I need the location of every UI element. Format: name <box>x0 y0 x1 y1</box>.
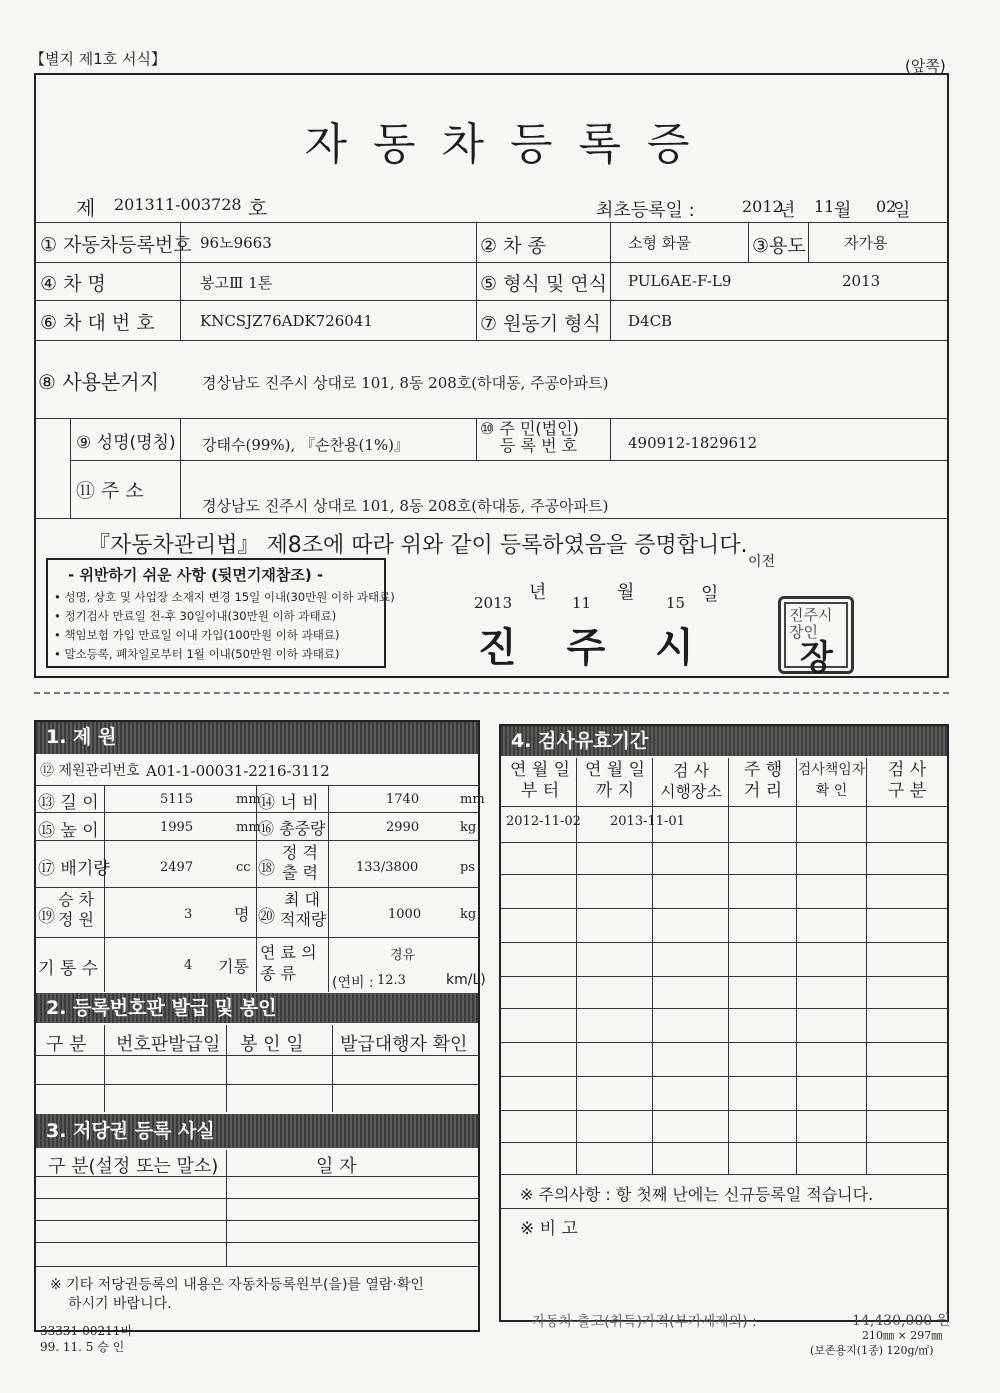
issue-day: 15 <box>666 594 686 612</box>
first-reg-month: 11 <box>814 197 835 216</box>
issuer-name: 진 주 시 <box>478 625 712 671</box>
transfer-note: 이전 <box>748 554 776 570</box>
weight-label: ⑯ 총중량 <box>258 819 326 838</box>
certify-statement: 『자동차관리법』 제8조에 따라 위와 같이 등록하였음을 증명합니다. <box>88 533 748 558</box>
weight: 2990 <box>386 820 420 835</box>
efficiency-label: (연비 : <box>332 975 374 991</box>
power-label-line1: 정 격 <box>282 843 318 862</box>
inspection-header: 4. 검사유효기간 <box>501 726 947 756</box>
height-label: ⑮ 높 이 <box>38 821 99 841</box>
first-reg-day-suffix: 일 <box>893 200 911 221</box>
insp-col-kind-l2: 구 분 <box>887 781 927 801</box>
violations-title: - 위반하기 쉬운 사항 (뒷면기재참조) - <box>68 566 324 584</box>
addr-label: ⑪ 주 소 <box>76 480 144 502</box>
efficiency: 12.3 <box>377 973 406 988</box>
insp-col-place-l2: 시행장소 <box>660 782 722 801</box>
max-load: 1000 <box>388 907 422 922</box>
base-label: ⑧ 사용본거지 <box>38 370 159 394</box>
load-unit: kg <box>460 907 477 922</box>
plate-col-seal-date: 봉 인 일 <box>240 1034 304 1055</box>
seal-text: 진주시장인 <box>789 606 833 641</box>
insp-col-officer-l1: 검사책임자 <box>797 762 866 778</box>
mgmt-no: A01-1-00031-2216-3112 <box>146 762 330 780</box>
insp-col-to-l2: 까 지 <box>595 781 635 801</box>
mgmt-label: ⑫ 제원관리번호 <box>40 763 140 779</box>
first-reg-day: 02 <box>876 197 897 216</box>
model-label: ⑤ 형식 및 연식 <box>480 273 607 295</box>
height: 1995 <box>160 820 194 835</box>
mortgage-note <box>50 1276 424 1314</box>
engine-label: ⑦ 원동기 형식 <box>480 313 601 335</box>
car-name: 봉고Ⅲ 1톤 <box>200 274 273 292</box>
length-label: ⑬ 길 이 <box>38 793 99 813</box>
price-value: 14,430,000 원 <box>852 1313 951 1329</box>
id-label-line1: ⑩ 주 민(법인) <box>480 419 579 438</box>
load-label-line1: 최 대 <box>284 890 320 909</box>
cylinders: 4 <box>184 958 193 973</box>
form-code: 33331-00211비 <box>40 1324 132 1338</box>
plate-col-issue-date: 번호판발급일 <box>116 1034 221 1055</box>
power-unit: ps <box>460 860 475 875</box>
car-type-label: ② 차 종 <box>480 235 546 257</box>
first-reg-year: 2012 <box>742 197 783 216</box>
insp-col-place-l1: 검 사 <box>673 761 709 780</box>
inspection-remark: ※ 비 고 <box>520 1219 578 1239</box>
insp-col-to <box>578 760 652 802</box>
seats-label-line2: 정 원 <box>58 910 94 929</box>
fuel-type: 경유 <box>390 948 416 963</box>
reg-no-value: 201311-003728 <box>114 195 242 214</box>
displacement: 2497 <box>160 860 194 875</box>
fuel-label <box>260 942 317 984</box>
load-num: ⑳ <box>258 907 275 927</box>
car-type: 소형 화물 <box>628 234 691 252</box>
insp-row-to: 2013-11-01 <box>610 814 685 829</box>
insp-col-officer-l2: 확 인 <box>815 783 848 799</box>
vehicle-no: 96노9663 <box>200 234 272 252</box>
seats-label <box>58 890 94 930</box>
document-title: 자 동 차 등 록 증 <box>304 119 696 170</box>
insp-col-officer <box>797 760 866 802</box>
owner-address: 경상남도 진주시 상대로 101, 8동 208호(하대동, 주공아파트) <box>202 497 609 515</box>
insp-col-from-l2: 부 터 <box>520 781 560 801</box>
inspection-caution: ※ 주의사항 : 항 첫째 난에는 신규등록일 적습니다. <box>520 1185 874 1204</box>
efficiency-unit: km/L) <box>446 972 486 988</box>
engine: D4CB <box>628 312 673 330</box>
form-label: 【별지 제1호 서식】 <box>30 50 167 68</box>
width-unit: mm <box>460 792 485 807</box>
length: 5115 <box>160 792 194 807</box>
owner-label: ⑨ 성명(명칭) <box>76 433 176 453</box>
price-label: 자동차 출고(취득)가격(부가세제외) : <box>532 1314 757 1330</box>
mortgage-col-type: 구 분(설정 또는 말소) <box>48 1156 219 1177</box>
plate-col-type: 구 분 <box>46 1034 87 1055</box>
spec-header: 1. 제 원 <box>36 722 478 754</box>
cylinders-unit: 기통 <box>218 957 249 976</box>
paper-type: (보존용지(1종) 120g/㎡) <box>810 1344 934 1357</box>
side-label: (앞쪽) <box>905 57 946 75</box>
owner: 강태수(99%), 『손찬용(1%)』 <box>202 436 410 454</box>
plate-header: 2. 등록번호판 발급 및 봉인 <box>36 993 478 1023</box>
form-approval: 99. 11. 5 승 인 <box>40 1340 125 1354</box>
mortgage-col-date: 일 자 <box>316 1156 357 1177</box>
power-label <box>282 843 318 883</box>
insp-col-kind <box>867 760 947 802</box>
fuel-label-line2: 종 류 <box>260 964 296 983</box>
resident-id: 490912-1829612 <box>628 434 758 452</box>
mortgage-note-line1: ※ 기타 저당권등록의 내용은 자동차등록원부(을)를 열람·확인 <box>50 1277 424 1293</box>
width: 1740 <box>386 792 420 807</box>
insp-col-from <box>504 760 576 802</box>
violation-item: • 책임보험 가입 만료일 이내 가입(100만원 이하 과태료) <box>54 628 340 642</box>
mortgage-note-line2: 하시기 바랍니다. <box>68 1296 172 1312</box>
seats-label-line1: 승 차 <box>58 890 94 909</box>
paper-size: 210㎜ × 297㎜ <box>862 1329 943 1342</box>
issue-month: 11 <box>572 594 592 612</box>
first-reg-month-suffix: 월 <box>834 200 852 221</box>
power-num: ⑱ <box>258 859 275 879</box>
violations-list <box>54 588 395 664</box>
insp-col-to-l1: 연 월 일 <box>584 760 646 780</box>
separator <box>34 692 949 694</box>
issue-month-suffix: 월 <box>617 582 635 603</box>
disp-unit: cc <box>236 860 251 875</box>
plate-col-agent: 발급대행자 확인 <box>340 1034 468 1055</box>
issuer-suffix: 장 <box>800 638 833 678</box>
width-label: ⑭ 너 비 <box>258 793 319 813</box>
insp-col-kind-l1: 검 사 <box>887 760 927 780</box>
load-label-line2: 적재량 <box>280 910 327 929</box>
length-unit: mm <box>236 792 261 807</box>
mortgage-header: 3. 저당권 등록 사실 <box>36 1114 478 1148</box>
usage: 자가용 <box>844 234 888 252</box>
height-unit: mm <box>236 820 261 835</box>
model-year: 2013 <box>842 272 881 290</box>
insp-col-distance-l2: 거 리 <box>743 781 783 801</box>
insp-col-from-l1: 연 월 일 <box>509 760 571 780</box>
insp-col-distance <box>730 760 796 802</box>
vin-label: ⑥ 차 대 번 호 <box>40 312 155 334</box>
seats-unit: 명 <box>234 905 250 924</box>
disp-label: ⑰ 배기량 <box>38 859 110 879</box>
issue-year: 2013 <box>474 594 513 612</box>
cylinders-label: 기 통 수 <box>38 959 99 979</box>
load-label <box>280 890 326 930</box>
id-label <box>480 420 579 454</box>
power-label-line2: 출 력 <box>282 863 318 882</box>
usage-label: ③용도 <box>752 235 806 257</box>
violation-item: • 성명, 상호 및 사업장 소재지 변경 15일 이내(30만원 이하 과태료) <box>54 590 395 604</box>
id-label-line2: 등 록 번 호 <box>500 436 578 455</box>
first-reg-label: 최초등록일 : <box>596 200 695 221</box>
insp-col-place <box>654 760 728 802</box>
car-name-label: ④ 차 명 <box>40 273 106 295</box>
seats-num: ⑲ <box>38 907 55 927</box>
insp-col-distance-l1: 주 행 <box>743 760 783 780</box>
model: PUL6AE-F-L9 <box>628 272 732 290</box>
violation-item: • 말소등록, 폐차일로부터 1월 이내(50만원 이하 과태료) <box>54 647 340 661</box>
reg-no-suffix: 호 <box>248 196 268 220</box>
base-address: 경상남도 진주시 상대로 101, 8동 208호(하대동, 주공아파트) <box>202 374 609 392</box>
issue-year-suffix: 년 <box>529 582 547 603</box>
violation-item: • 정기검사 만료일 전-후 30일이내(30만원 이하 과태료) <box>54 609 337 623</box>
vehicle-no-label: ① 자동차등록번호 <box>40 234 192 256</box>
insp-row-from: 2012-11-02 <box>506 814 581 829</box>
weight-unit: kg <box>460 820 477 835</box>
first-reg-year-suffix: 년 <box>778 200 796 221</box>
reg-no-prefix: 제 <box>76 196 96 220</box>
fuel-label-line1: 연 료 의 <box>260 943 317 962</box>
issue-day-suffix: 일 <box>701 584 719 605</box>
vin: KNCSJZ76ADK726041 <box>200 312 373 330</box>
power: 133/3800 <box>356 860 419 875</box>
seats: 3 <box>184 907 193 922</box>
